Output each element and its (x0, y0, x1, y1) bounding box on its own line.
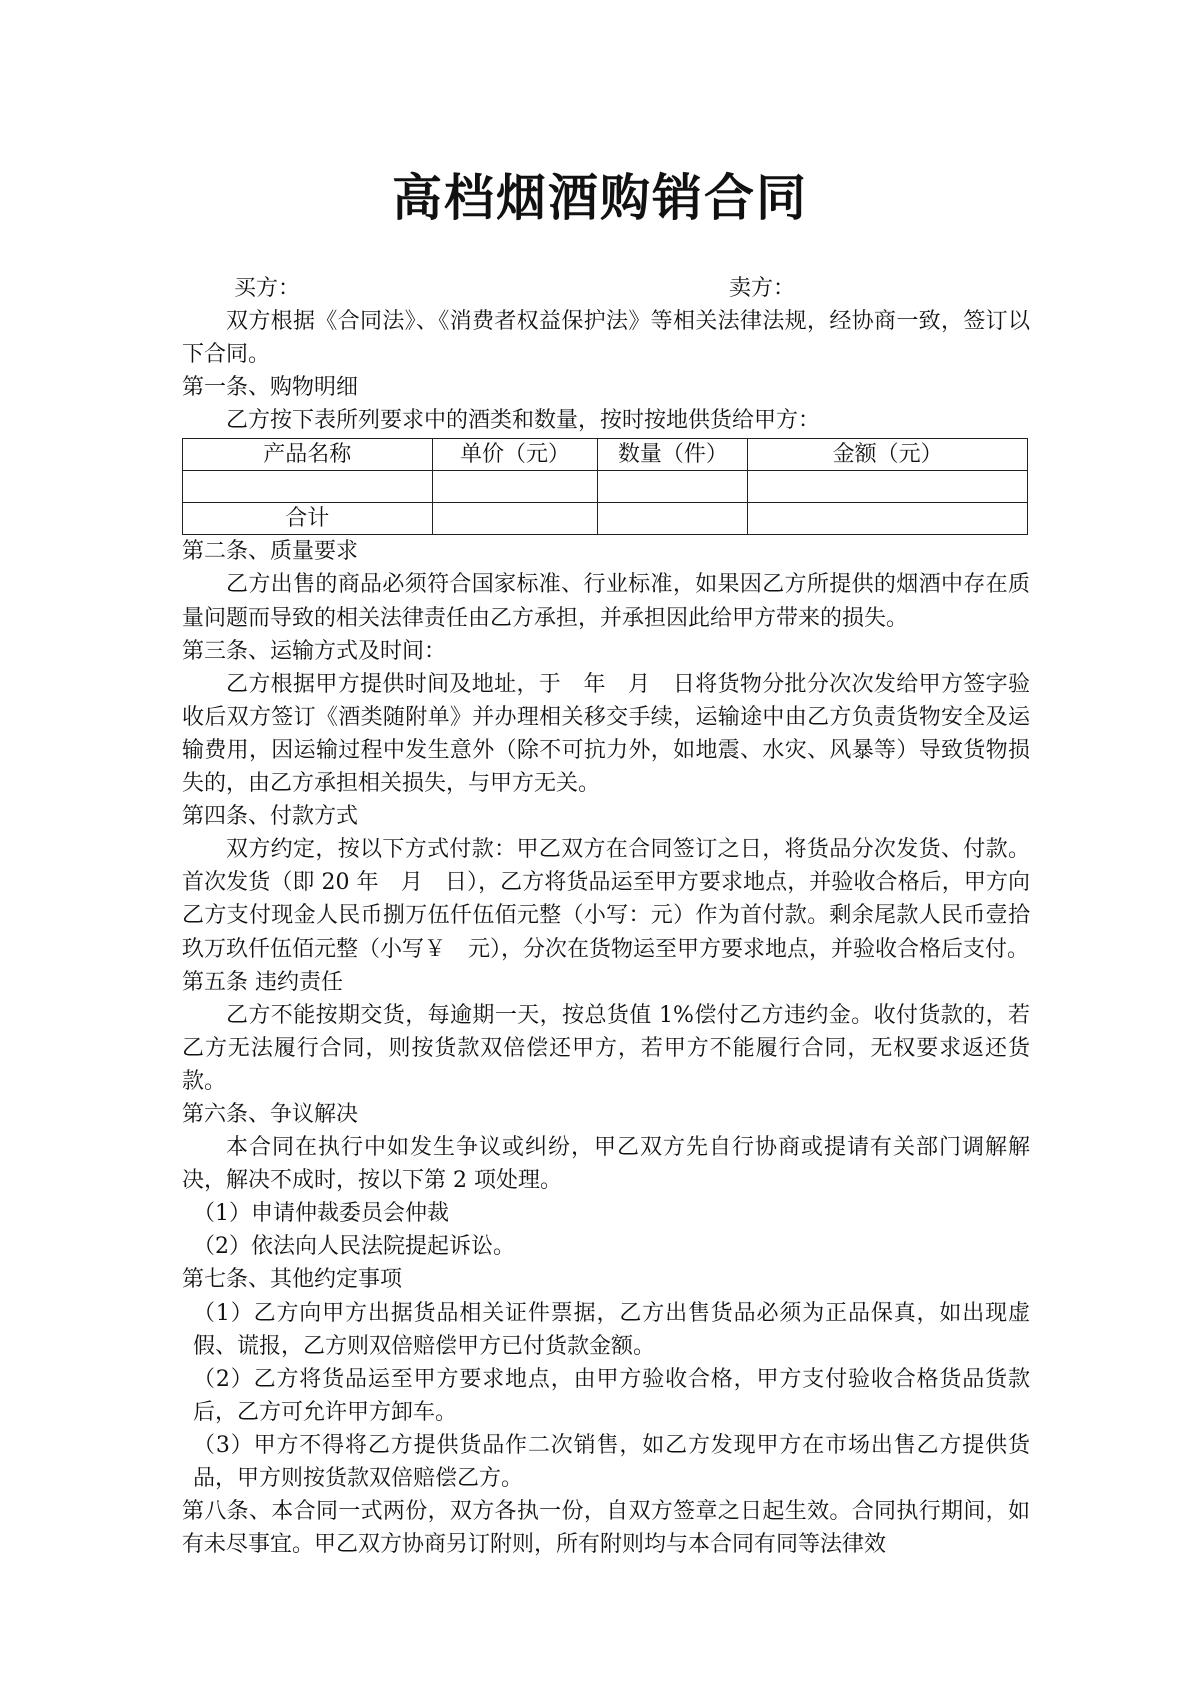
article-6-item-2: （2）依法向人民法院提起诉讼。 (193, 1234, 515, 1260)
article-3-heading: 第三条、运输方式及时间： (182, 638, 447, 664)
article-8-text: 第八条、本合同一式两份，双方各执一份，自双方签章之日起生效。合同执行期间，如有未尽事宜。甲乙双方协商另订附则，所有附则均与本合同有同等法律效 (182, 1499, 1030, 1558)
table-cell (183, 471, 433, 503)
document-title: 高档烟酒购销合同 (392, 169, 808, 227)
article-1-heading: 第一条、购物明细 (182, 375, 359, 401)
header-product-name: 产品名称 (183, 439, 433, 471)
article-4-heading: 第四条、付款方式 (182, 804, 359, 830)
table-row (183, 471, 1028, 503)
table-cell (432, 503, 598, 535)
table-cell (598, 471, 748, 503)
article-7-item-2: （2）乙方将货品运至甲方要求地点，由甲方验收合格，甲方支付验收合格货品货款后，乙方可允许甲方卸车。 (193, 1366, 1030, 1425)
article-6-item-1: （1）申请仲裁委员会仲裁 (193, 1201, 449, 1227)
buyer-label: 买方： (234, 276, 301, 301)
total-label: 合计 (183, 503, 433, 535)
table-cell (748, 471, 1028, 503)
header-quantity: 数量（件） (598, 439, 748, 471)
article-6-heading: 第六条、争议解决 (182, 1101, 359, 1127)
article-7-item-1: （1）乙方向甲方出据货品相关证件票据，乙方出售货品必须为正品保真，如出现虚假、谎报，乙方则双倍赔偿甲方已付货款金额。 (193, 1300, 1030, 1359)
intro-paragraph: 双方根据《合同法》、《消费者权益保护法》等相关法律法规，经协商一致，签订以下合同。 (182, 309, 1030, 368)
table-cell (598, 503, 748, 535)
article-5-text: 乙方不能按期交货，每逾期一天，按总货值 1%偿付乙方违约金。收付货款的，若乙方无法履行合同，则按货款双倍偿还甲方，若甲方不能履行合同，无权要求返还货款。 (182, 1002, 1030, 1094)
table-header-row (183, 439, 1028, 471)
seller-label: 卖方： (729, 276, 796, 301)
header-amount: 金额（元） (748, 439, 1028, 471)
article-6-text: 本合同在执行中如发生争议或纠纷，甲乙双方先自行协商或提请有关部门调解解决，解决不成时，按以下第 2 项处理。 (182, 1135, 1030, 1194)
article-4-text: 双方约定，按以下方式付款：甲乙双方在合同签订之日，将货品分次发货、付款。首次发货（即 20 年 月 日），乙方将货品运至甲方要求地点，并验收合格后，甲方向乙方支付现金人民币捌万伍仟伍佰元整（小写：元）作为首付款。剩余尾款人民币壹拾玖万玖仟伍佰元整（小写￥ 元），分次在货物运至甲方要求地点，并验收合格后支付。 (182, 837, 1030, 962)
article-3-text: 乙方根据甲方提供时间及地址，于 年 月 日将货物分批分次次发给甲方签字验收后双方签订《酒类随附单》并办理相关移交手续，运输途中由乙方负责货物安全及运输费用，因运输过程中发生意外（除不可抗力外，如地震、水灾、风暴等）导致货物损失的，由乙方承担相关损失，与甲方无关。 (182, 671, 1030, 797)
article-2-text: 乙方出售的商品必须符合国家标准、行业标准，如果因乙方所提供的烟酒中存在质量问题而导致的相关法律责任由乙方承担，并承担因此给甲方带来的损失。 (182, 572, 1030, 631)
article-7-heading: 第七条、其他约定事项 (182, 1267, 403, 1293)
table-cell (432, 471, 598, 503)
article-7-item-3: （3）甲方不得将乙方提供货品作二次销售，如乙方发现甲方在市场出售乙方提供货品，甲方则按货款双倍赔偿乙方。 (193, 1432, 1030, 1491)
article-2-heading: 第二条、质量要求 (182, 539, 359, 565)
table-total-row (183, 503, 1028, 535)
header-unit-price: 单价（元） (432, 439, 598, 471)
article-1-text: 乙方按下表所列要求中的酒类和数量，按时按地供货给甲方： (226, 408, 821, 434)
contract-body (182, 272, 1030, 1561)
article-5-heading: 第五条 违约责任 (182, 969, 343, 995)
purchase-table (182, 438, 1028, 535)
parties-line (182, 272, 1030, 305)
table-cell (748, 503, 1028, 535)
